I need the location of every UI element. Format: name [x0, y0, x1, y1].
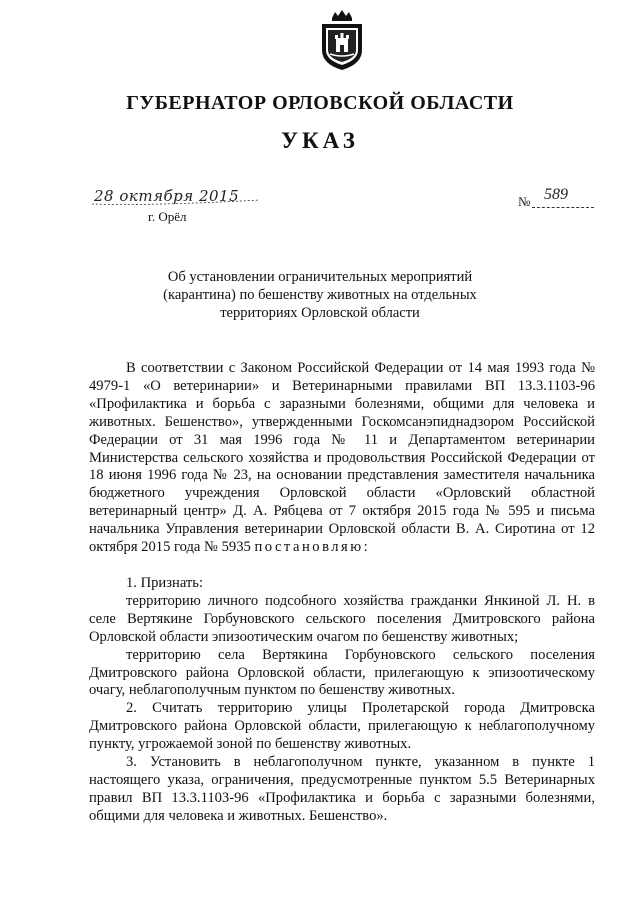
- item-2: 2. Считать территорию улицы Пролетарской города Дмитровска Дмитровского района Орловской области, прилегающую к неблагополучному пункту, угрожаемой зоной по бешенству животных.: [89, 700, 595, 753]
- item-1-intro: 1. Признать:: [126, 574, 204, 591]
- issuer-title: ГУБЕРНАТОР ОРЛОВСКОЙ ОБЛАСТИ: [126, 92, 514, 114]
- coat-of-arms-emblem: [318, 8, 366, 72]
- item-1-b: территорию села Вертякина Горбуновского сельского поселения Дмитровского района Орловской области, прилегающую к эпизоотическому очагу, неблагополучным пунктом по бешенству животных.: [89, 646, 595, 699]
- document-subject: Об установлении ограничительных мероприятий (карантина) по бешенству животных на отдельных территориях Орловской области: [163, 269, 477, 321]
- document-type-title: УКАЗ: [281, 128, 359, 153]
- number-underline: [532, 207, 594, 208]
- item-3: 3. Установить в неблагополучном пункте, указанном в пункте 1 настоящего указа, ограничения, предусмотренные пунктом 5.5 Ветеринарных правил ВП 13.3.1103-96 «Профилактика и борьба с заразными болезнями, общими для человека и животных. Бешенство».: [89, 754, 595, 824]
- preamble-text: В соответствии с Законом Российской Федерации от 14 мая 1993 года № 4979-1 «О ветеринарии» и Ветеринарными правилами ВП 13.3.1103-96 «Профилактика и борьба с заразными болезнями, общими для человека и животных. Бешенство», утвержденными Госкомсанэпиднадзором Российской Федерации от 31 мая 1996 года № 11 и Департаментом ветеринарии Министерства сельского хозяйства и продовольствия Российской Федерации от 18 июня 1996 года № 23, на основании представления заместителя начальника бюджетного учреждения Орловской области «Орловский областной ветеринарный центр» Д. А. Рябцева от 7 октября 2015 года № 595 и письма начальника Управления ветеринарии Орловской области В. А. Сиротина от 12 октября 2015 года № 5935: [89, 360, 595, 556]
- number-label: №: [518, 194, 531, 209]
- handwritten-number: 589: [544, 186, 568, 203]
- handwritten-date: 28 октября 2015: [94, 187, 240, 205]
- decree-word: постановляю:: [254, 539, 371, 556]
- preamble-paragraph: [89, 360, 595, 557]
- item-1-a: территорию личного подсобного хозяйства гражданки Янкиной Л. Н. в селе Вертякине Горбуновского сельского поселения Дмитровского района Орловской области эпизоотическим очагом по бешенству животных;: [89, 592, 595, 645]
- city-label: г. Орёл: [148, 209, 187, 224]
- document-body: [89, 360, 595, 826]
